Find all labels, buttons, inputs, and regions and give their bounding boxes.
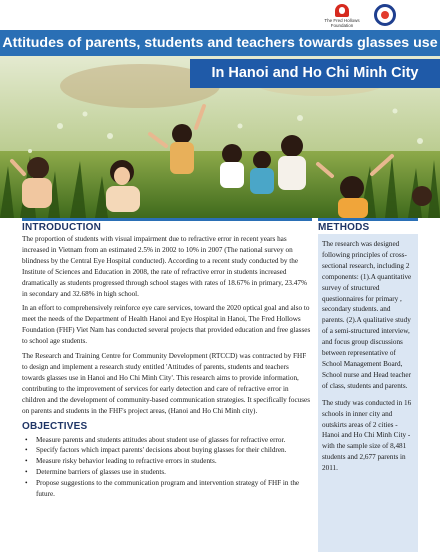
objectives-list bbox=[22, 435, 312, 500]
subtitle-band bbox=[190, 59, 440, 88]
introduction-paragraph-1: The proportion of students with visual impairment due to refractive error in recent years has increased in Vietnam from an estimated 2.5% in 2002 to 10% in 2007 (The national survey on blindness by the Central Eye Hospital conducted). According to a recent study conducted by the Institute of Sciences and Education in 2008, the rate of refractive error in students increased dramatically as students progressed through school stages with rates of 18.67% in primary, 23.47% in secondary and 32.68% in high school. bbox=[22, 235, 307, 298]
children-in-grass-photo bbox=[0, 56, 440, 218]
introduction-paragraph-3: The Research and Training Centre for Community Development (RTCCD) was contracted by FHF to design and implement a research study entitled 'Attitudes of parents, students and teachers towards glasses use in Hanoi and Ho Chi Minh City'. This research aims to provide information, contributing to the improvement of services for early detection and care of refractive error in children and the development of community-based communication strategies. It specifically focuses on parents and students in the FHF's project areas, (Hanoi and Ho Chi Minh city). bbox=[22, 352, 311, 415]
methods-paragraph-2: The study was conducted in 16 schools in inner city and outskirts areas of 2 cities - Hanoi and Ho Chi Minh City -with the sample size of 8,481 students and 2,677 parents in 2011. bbox=[322, 398, 412, 473]
fred-hollows-mark-icon bbox=[335, 4, 349, 17]
methods-text bbox=[318, 234, 418, 474]
side-divider bbox=[318, 218, 418, 221]
top-logo-strip bbox=[0, 0, 440, 30]
title-band bbox=[0, 30, 440, 56]
fred-hollows-logo-icon bbox=[322, 4, 362, 28]
methods-column bbox=[318, 222, 418, 552]
rtccd-logo-icon bbox=[374, 4, 396, 26]
methods-box bbox=[318, 234, 418, 552]
objective-item: • Propose suggestions to the communication program and intervention strategy of FHF in the future. bbox=[36, 478, 312, 500]
objective-item: • Determine barriers of glasses use in students. bbox=[36, 467, 312, 478]
objectives-heading: OBJECTIVES bbox=[22, 420, 88, 432]
objective-item: • Specify factors which impact parents' decisions about buying glasses for their children. bbox=[36, 445, 312, 456]
main-divider bbox=[22, 218, 312, 221]
page-subtitle: In Hanoi and Ho Chi Minh City bbox=[211, 65, 419, 81]
objective-item: • Measure parents and students attitudes about student use of glasses for refractive error. bbox=[36, 435, 312, 446]
page-title: Attitudes of parents, students and teachers towards glasses use bbox=[2, 35, 438, 51]
methods-paragraph-1: The research was designed following principles of cross-sectional research, including 2 components: (1).A quantitative survey of structured questionnaires for primary , secondary students. and parents. (2).A qualitative study of a semi-structured interview, and focus group discussions between representative of School Management Board, School nurse and Head teacher of class, students and parents. bbox=[322, 240, 412, 390]
foundation-logo-text: The Fred Hollows Foundation bbox=[324, 18, 360, 28]
logo-group bbox=[322, 4, 396, 28]
methods-heading: METHODS bbox=[318, 222, 370, 233]
introduction-paragraph-2: In an effort to comprehensively reinforce eye care services, toward the 2020 optical goal and also to meet the needs of the Department of Health Hanoi and Eye Hospital in Hanoi, The Fred Hollows Foundation (FHF) Viet Nam has conducted several projects that provided education and free glasses to school age students. bbox=[22, 304, 311, 346]
introduction-heading: INTRODUCTION bbox=[22, 222, 102, 233]
main-column bbox=[22, 222, 312, 500]
objective-item: • Measure risky behavior leading to refractive errors in students. bbox=[36, 456, 312, 467]
